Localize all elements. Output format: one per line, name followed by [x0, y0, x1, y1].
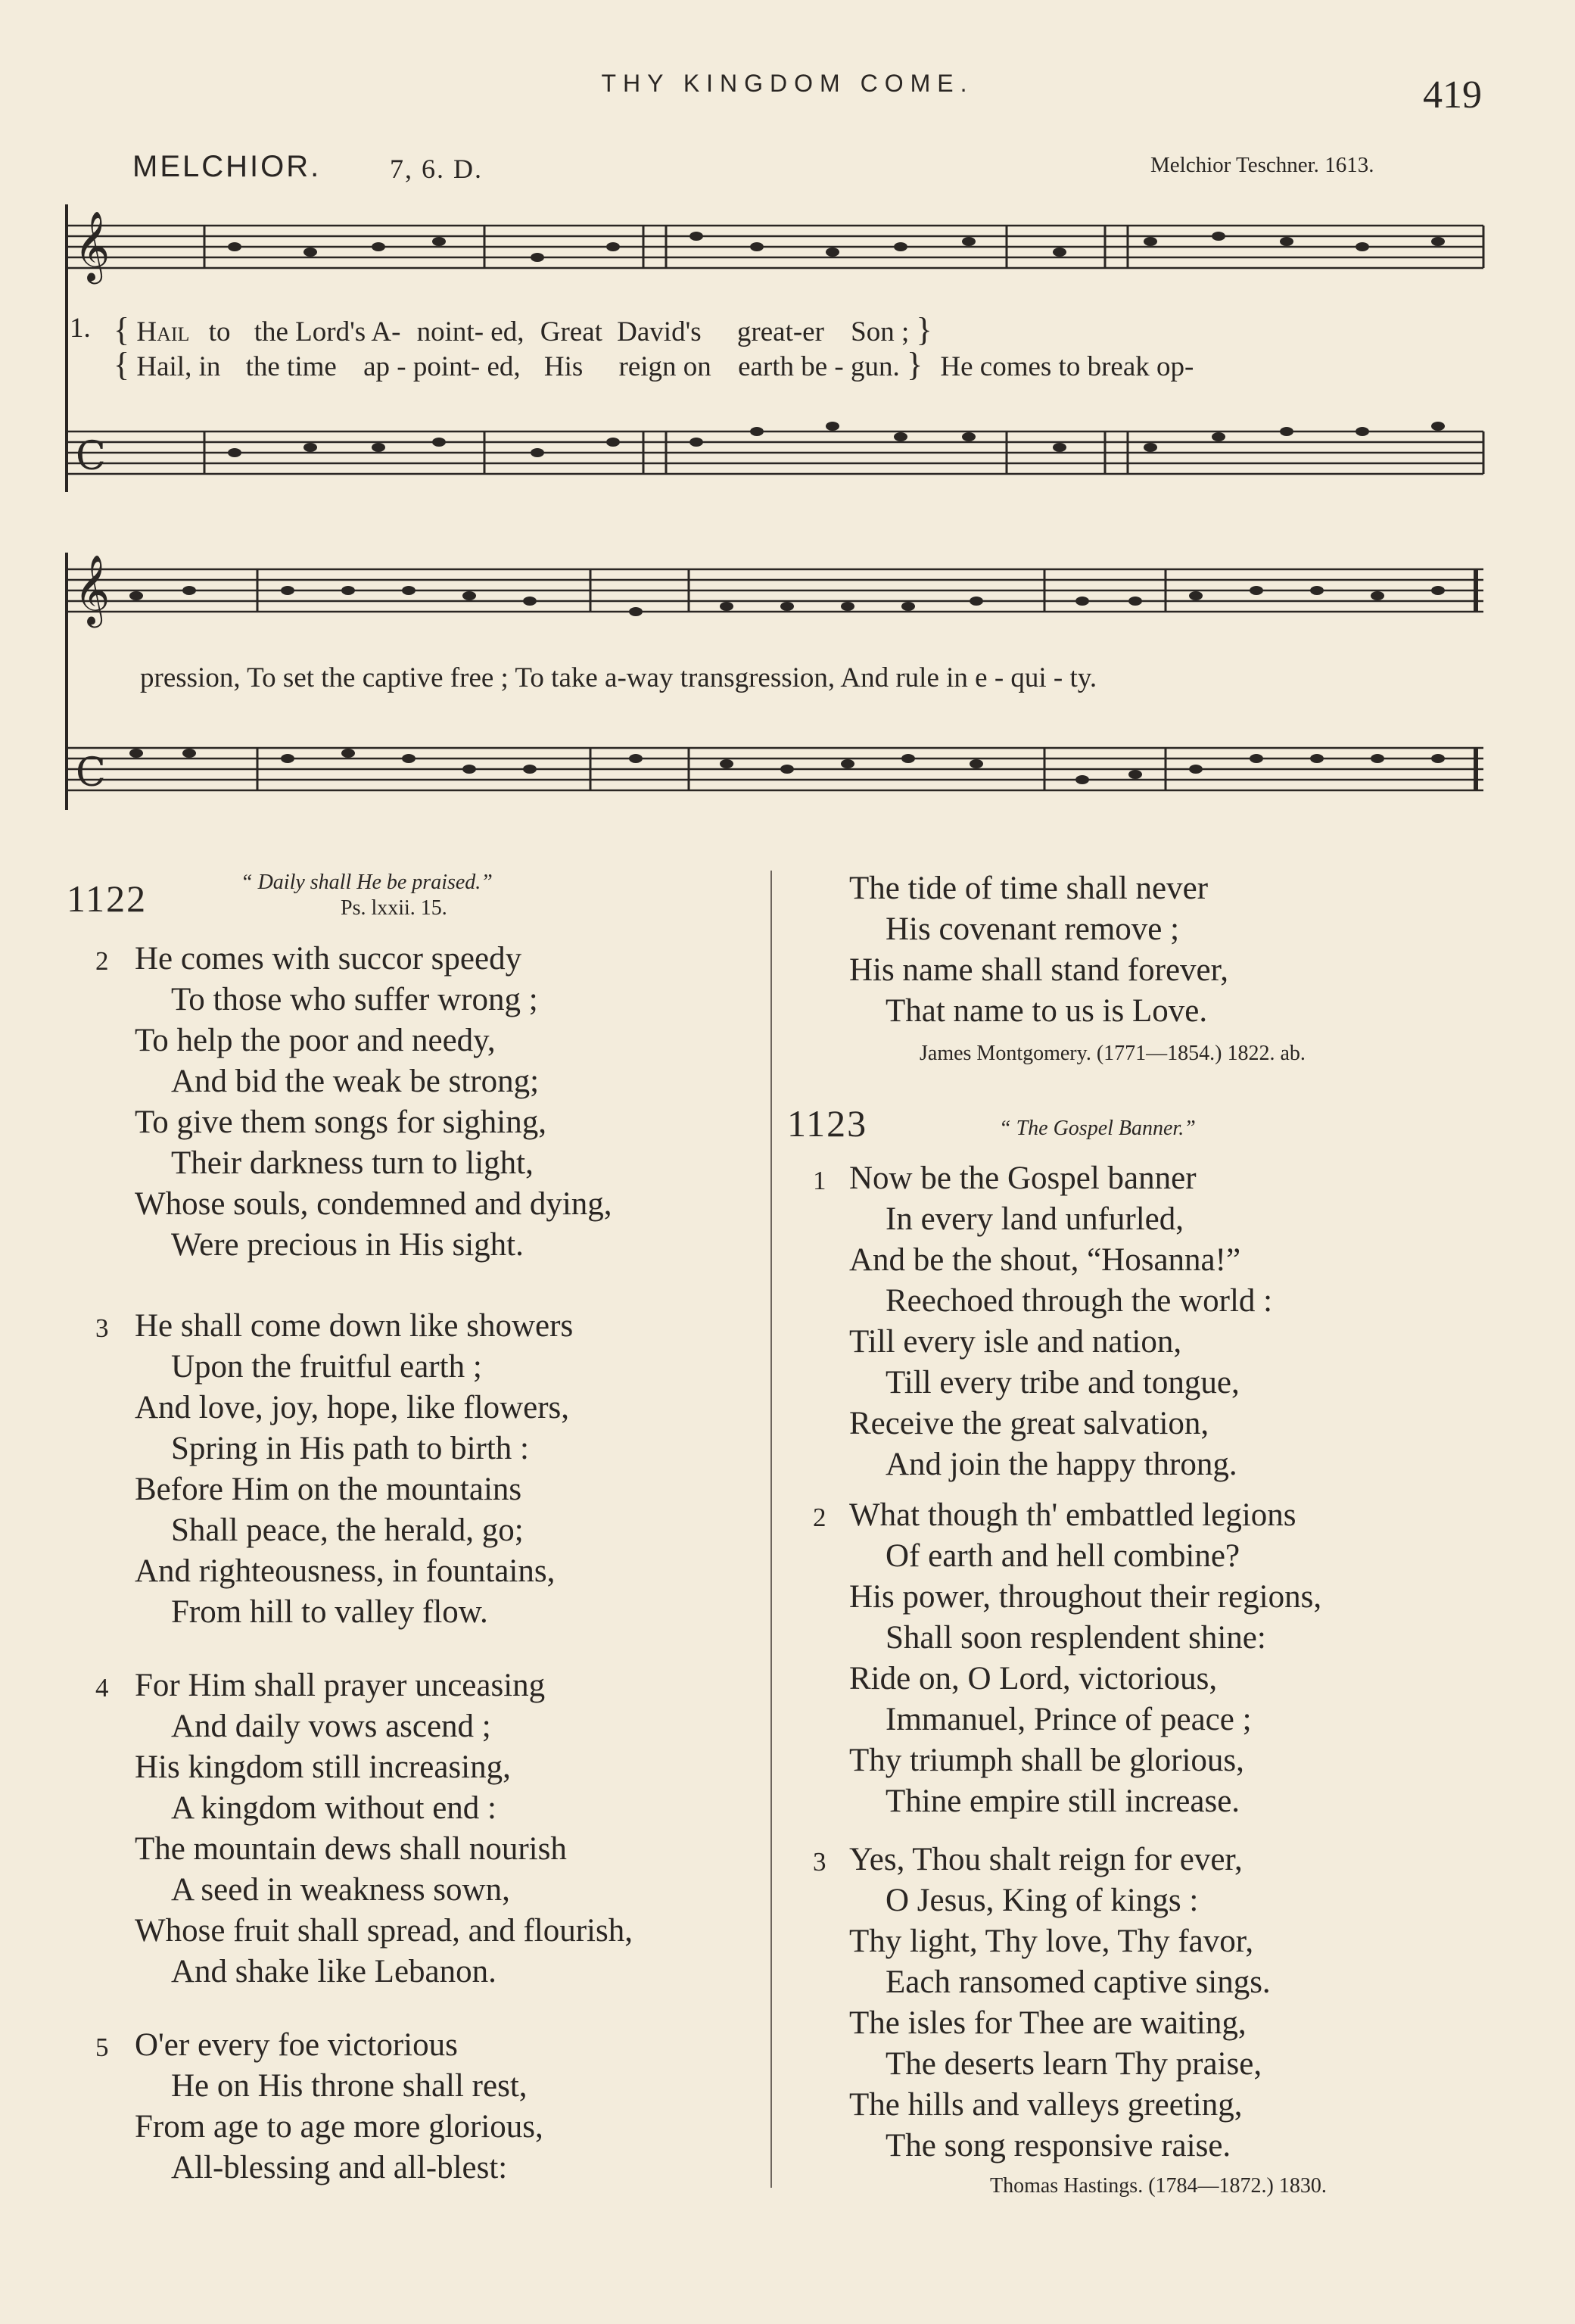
verse-line: His kingdom still increasing,: [135, 1749, 511, 1785]
verse-line: Yes, Thou shalt reign for ever,: [849, 1842, 1243, 1877]
verse-line: Till every isle and nation,: [849, 1324, 1182, 1360]
stanza-number: 5: [95, 2033, 109, 2062]
verse-line: Each ransomed captive sings.: [886, 1964, 1271, 2000]
verse-line: That name to us is Love.: [886, 993, 1208, 1029]
verse-line: In every land unfurled,: [886, 1201, 1184, 1237]
staff-lines: [67, 204, 1483, 810]
hymn-1122-epigraph: “ Daily shall He be praised.”: [241, 871, 493, 894]
verse-line: Ride on, O Lord, victorious,: [849, 1661, 1218, 1696]
stanza-number: 1: [813, 1166, 826, 1195]
verse-line: To give them songs for sighing,: [135, 1104, 547, 1140]
hymn-1122-stanza-4: [97, 1665, 763, 1992]
verse-line: Of earth and hell combine?: [886, 1538, 1240, 1574]
lyric-word: the Lord's A-: [254, 316, 401, 347]
verse-line: Thine empire still increase.: [886, 1783, 1240, 1819]
hymn-1123-epigraph: “ The Gospel Banner.”: [999, 1117, 1196, 1140]
verse-line: He comes with succor speedy: [135, 941, 522, 977]
hymn-1123-stanza-3: [811, 1840, 1553, 2167]
verse-line: Were precious in His sight.: [171, 1227, 524, 1263]
hymn-1122-scripture: Ps. lxxii. 15.: [341, 896, 447, 920]
verse-line: A kingdom without end :: [171, 1790, 496, 1826]
hymn-1122-stanza-2: [97, 939, 763, 1266]
composer-name: Melchior Teschner.: [1150, 153, 1319, 177]
column-divider: [770, 871, 772, 2188]
lyric-word: noint-: [416, 316, 484, 347]
verse-line: Immanuel, Prince of peace ;: [886, 1702, 1252, 1737]
verse-line: The song responsive raise.: [886, 2128, 1231, 2164]
lyric-word: to: [208, 316, 231, 347]
verse-line: A seed in weakness sown,: [171, 1872, 510, 1908]
verse-line: And daily vows ascend ;: [171, 1709, 491, 1744]
lyric-word: great-er: [736, 316, 824, 347]
tune-name: MELCHIOR.: [132, 150, 322, 183]
hymn-1123-attribution: Thomas Hastings. (1784—1872.) 1830.: [990, 2174, 1327, 2198]
stanza-number: 3: [813, 1847, 826, 1877]
music-score: [61, 182, 1499, 833]
lyric-word: earth be - gun.: [738, 351, 900, 382]
stanza-number: 4: [95, 1673, 109, 1703]
clefs: [74, 210, 110, 796]
page-number: 419: [1423, 73, 1482, 117]
verse-line: Whose souls, condemned and dying,: [135, 1186, 612, 1222]
verse-line: Shall soon resplendent shine:: [886, 1620, 1266, 1656]
verse-line: O'er every foe victorious: [135, 2027, 458, 2063]
stanza-number: 2: [813, 1503, 826, 1532]
verse-line: From hill to valley flow.: [171, 1594, 488, 1630]
verse-line: What though th' embattled legions: [849, 1497, 1296, 1533]
verse-line: And righteousness, in fountains,: [135, 1553, 556, 1589]
verse-line: To help the poor and needy,: [135, 1023, 496, 1058]
composer: [1150, 153, 1374, 178]
verse-line: From age to age more glorious,: [135, 2109, 543, 2145]
verse-line: Reechoed through the world :: [886, 1283, 1273, 1319]
lyric-line-2: { Hail, in the time ap - point- ed, His reign on earth be - gun. } He comes to break op-: [114, 346, 1194, 383]
lyric-word: Hail: [136, 316, 190, 347]
hymn-1123-stanza-2: [811, 1495, 1553, 1822]
lyric-word: David's: [617, 316, 702, 347]
verse-line: The hills and valleys greeting,: [849, 2087, 1243, 2123]
verse-line: All-blessing and all-blest:: [171, 2150, 508, 2185]
verse-line: His power, throughout their regions,: [849, 1579, 1322, 1615]
verse-line: To those who suffer wrong ;: [171, 982, 538, 1017]
verse-line: And love, joy, hope, like flowers,: [135, 1390, 570, 1425]
verse-line: The tide of time shall never: [849, 871, 1209, 906]
verse-line: Spring in His path to birth :: [171, 1431, 529, 1466]
verse-line: Whose fruit shall spread, and flourish,: [135, 1913, 633, 1949]
verse-line: Till every tribe and tongue,: [886, 1365, 1240, 1400]
svg-text:𝄞: 𝄞: [74, 210, 110, 281]
verse-line: For Him shall prayer unceasing: [135, 1668, 546, 1703]
verse-line: He on His throne shall rest,: [171, 2068, 528, 2104]
verse-line: Upon the fruitful earth ;: [171, 1349, 482, 1385]
verse-line: His covenant remove ;: [886, 911, 1180, 947]
verse-line: Before Him on the mountains: [135, 1472, 522, 1507]
hymn-1122-attribution: James Montgomery. (1771—1854.) 1822. ab.: [920, 1042, 1306, 1065]
verse-line: Thy light, Thy love, Thy favor,: [849, 1924, 1254, 1959]
running-title: THY KINGDOM COME.: [601, 70, 974, 97]
lyric-continuation: He comes to break op-: [940, 351, 1194, 382]
verse-line: Thy triumph shall be glorious,: [849, 1743, 1244, 1778]
lyric-word: the time: [245, 351, 337, 382]
lyric-word: Great: [540, 316, 602, 347]
verse-line: Shall peace, the herald, go;: [171, 1512, 524, 1548]
verse-line: Now be the Gospel banner: [849, 1160, 1197, 1196]
hymn-1122-continuation: [849, 868, 1530, 1032]
stanza-number: 2: [95, 946, 109, 976]
lyric-word: His: [543, 351, 584, 382]
verse-line: The isles for Thee are waiting,: [849, 2005, 1247, 2041]
lyric-word: reign on: [618, 351, 711, 382]
verse-line: And bid the weak be strong;: [171, 1064, 540, 1099]
lyric-word: ap - point- ed,: [363, 351, 521, 382]
hymn-number-1123: 1123: [787, 1102, 868, 1145]
svg-text:𝄞: 𝄞: [74, 554, 110, 625]
composer-year: 1613.: [1324, 153, 1374, 177]
lyric-line-1: { Hail to the Lord's A- noint- ed, Great David's great-er Son ; }: [114, 311, 932, 348]
verse-line: He shall come down like showers: [135, 1308, 574, 1344]
tune-meter: 7, 6. D.: [390, 154, 483, 184]
verse-line: Receive the great salvation,: [849, 1406, 1209, 1441]
verse-marker: 1.: [70, 313, 91, 344]
hymn-1122-stanza-3: [97, 1306, 763, 1633]
verse-line: His name shall stand forever,: [849, 952, 1228, 988]
lyric-word: ed,: [490, 316, 524, 347]
verse-line: And be the shout, “Hosanna!”: [849, 1242, 1241, 1278]
verse-line: Their darkness turn to light,: [171, 1145, 534, 1181]
lyric-word: Son ;: [851, 316, 910, 347]
svg-text:C: C: [76, 434, 106, 479]
lyric-line-3: pression, To set the captive free ; To take a-way transgression, And rule in e - qui - ty.: [140, 662, 1097, 693]
svg-text:C: C: [76, 750, 106, 796]
lyric-word: Hail, in: [136, 351, 221, 382]
verse-line: And shake like Lebanon.: [171, 1954, 496, 1989]
verse-line: The deserts learn Thy praise,: [886, 2046, 1262, 2082]
verse-line: And join the happy throng.: [886, 1447, 1237, 1482]
stanza-number: 3: [95, 1313, 109, 1343]
hymn-number-1122: 1122: [67, 877, 148, 920]
verse-line: The mountain dews shall nourish: [135, 1831, 567, 1867]
hymn-1123-stanza-1: [811, 1158, 1553, 1485]
verse-line: O Jesus, King of kings :: [886, 1883, 1199, 1918]
hymn-1122-stanza-5: [97, 2025, 763, 2188]
